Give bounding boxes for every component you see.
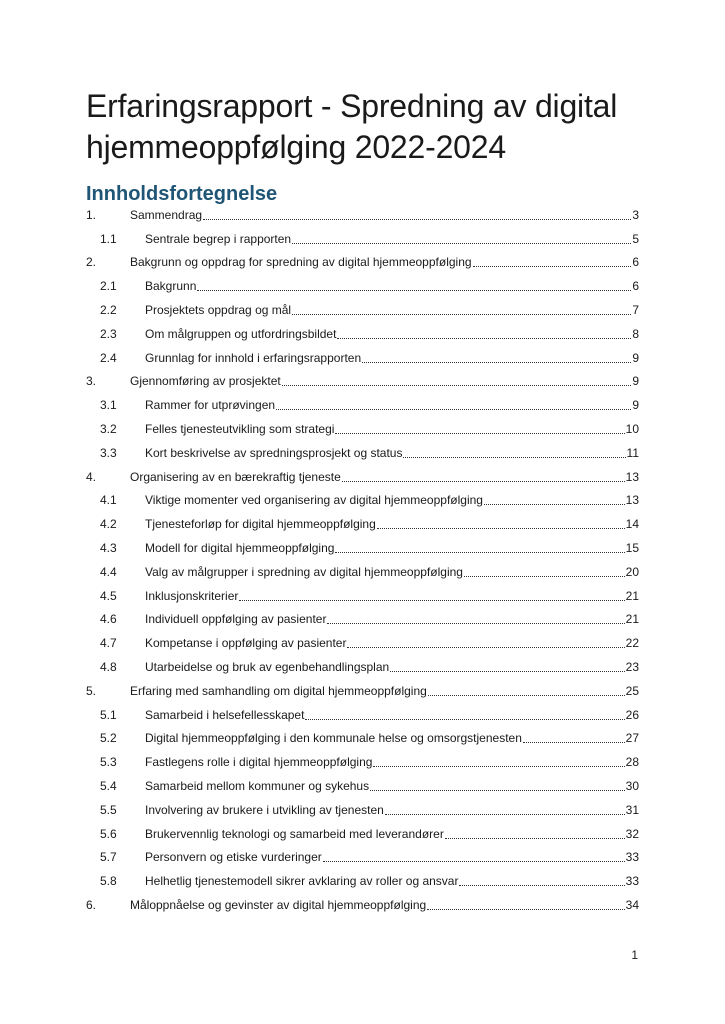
toc-entry[interactable] [86, 822, 639, 846]
toc-entry-title[interactable]: Digital hjemmeoppfølging i den kommunale helse og omsorgstjenesten [145, 731, 522, 746]
toc-entry-number: 5. [86, 683, 97, 698]
toc-entry-page[interactable]: 25 [625, 683, 639, 698]
toc-entry-number: 3. [86, 374, 97, 389]
toc-entry-number: 5.5 [100, 802, 117, 817]
toc-entry-title[interactable]: Viktige momenter ved organisering av digital hjemmeoppfølging [145, 493, 483, 508]
toc-dot-leader [327, 614, 624, 624]
toc-entry-title[interactable]: Organisering av en bærekraftig tjeneste [130, 469, 341, 484]
toc-entry-page[interactable]: 9 [632, 398, 639, 413]
toc-entry-number: 2.3 [100, 326, 117, 341]
toc-entry-title[interactable]: Modell for digital hjemmeoppfølging [145, 541, 335, 556]
toc-entry[interactable] [86, 203, 639, 227]
toc-dot-leader [292, 234, 631, 244]
toc-entry-title[interactable]: Kort beskrivelse av spredningsprosjekt og status [145, 445, 403, 460]
toc-dot-leader [347, 638, 624, 648]
toc-entry[interactable] [86, 465, 639, 489]
toc-entry-title[interactable]: Inklusjonskriterier [145, 588, 239, 603]
toc-entry-title[interactable]: Grunnlag for innhold i erfaringsrapporten [145, 350, 362, 365]
toc-dot-leader [427, 900, 624, 910]
toc-entry[interactable] [86, 703, 639, 727]
toc-entry-page[interactable]: 14 [625, 517, 639, 532]
toc-entry-page[interactable]: 30 [625, 779, 639, 794]
toc-entry-number: 4.8 [100, 660, 117, 675]
toc-entry-number: 2.4 [100, 350, 117, 365]
toc-entry[interactable] [86, 489, 639, 513]
toc-dot-leader [445, 829, 625, 839]
toc-entry-title[interactable]: Personvern og etiske vurderinger [145, 850, 322, 865]
toc-entry-title[interactable]: Brukervennlig teknologi og samarbeid med leverandører [145, 826, 444, 841]
toc-entry[interactable] [86, 727, 639, 751]
toc-entry[interactable] [86, 346, 639, 370]
toc-entry-page[interactable]: 5 [632, 231, 639, 246]
toc-entry[interactable] [86, 893, 639, 917]
toc-entry-page[interactable]: 27 [625, 731, 639, 746]
toc-dot-leader [292, 305, 631, 315]
toc-entry-number: 5.8 [100, 874, 117, 889]
toc-entry-page[interactable]: 3 [632, 207, 639, 222]
toc-entry-number: 5.4 [100, 779, 117, 794]
toc-entry-page[interactable]: 11 [626, 445, 639, 460]
toc-entry-page[interactable]: 10 [625, 422, 639, 437]
toc-entry-title[interactable]: Involvering av brukere i utvikling av tjenesten [145, 802, 384, 817]
toc-entry-title[interactable]: Sentrale begrep i rapporten [145, 231, 292, 246]
toc-entry[interactable] [86, 298, 639, 322]
toc-entry-page[interactable]: 7 [632, 303, 639, 318]
toc-entry[interactable] [86, 370, 639, 394]
toc-entry-title[interactable]: Rammer for utprøvingen [145, 398, 276, 413]
toc-dot-leader [464, 567, 625, 577]
toc-entry-number: 2.1 [100, 279, 117, 294]
toc-dot-leader [370, 781, 625, 791]
toc-dot-leader [473, 257, 632, 267]
toc-entry-page[interactable]: 20 [625, 564, 639, 579]
toc-entry-number: 4.1 [100, 493, 117, 508]
toc-entry-number: 2. [86, 255, 97, 270]
toc-entry-title[interactable]: Individuell oppfølging av pasienter [145, 612, 327, 627]
toc-entry[interactable] [86, 536, 639, 560]
toc-entry-number: 4.4 [100, 564, 117, 579]
toc-dot-leader [459, 876, 624, 886]
toc-entry-number: 1.1 [100, 231, 117, 246]
toc-entry-page[interactable]: 9 [632, 350, 639, 365]
toc-dot-leader [484, 495, 625, 505]
toc-entry-number: 5.2 [100, 731, 117, 746]
toc-entry[interactable] [86, 560, 639, 584]
toc-entry-number: 5.7 [100, 850, 117, 865]
toc-entry[interactable] [86, 798, 639, 822]
toc-dot-leader [390, 662, 624, 672]
toc-dot-leader [362, 353, 631, 363]
toc-entry-page[interactable]: 21 [625, 612, 639, 627]
toc-entry-page[interactable]: 15 [625, 541, 639, 556]
toc-entry-title[interactable]: Bakgrunn [145, 279, 197, 294]
toc-entry[interactable] [86, 631, 639, 655]
toc-entry[interactable] [86, 869, 639, 893]
toc-entry-number: 2.2 [100, 303, 117, 318]
table-of-contents [86, 203, 639, 917]
toc-entry[interactable] [86, 441, 639, 465]
toc-entry[interactable] [86, 393, 639, 417]
toc-dot-leader [377, 519, 625, 529]
toc-dot-leader [305, 710, 624, 720]
toc-entry[interactable] [86, 274, 639, 298]
toc-entry-page[interactable]: 26 [625, 707, 639, 722]
toc-dot-leader [385, 805, 625, 815]
toc-entry-title[interactable]: Samarbeid i helsefellesskapet [145, 707, 305, 722]
toc-entry-number: 5.3 [100, 755, 117, 770]
toc-entry-number: 3.3 [100, 445, 117, 460]
toc-entry-title[interactable]: Tjenesteforløp for digital hjemmeoppfølging [145, 517, 376, 532]
toc-entry-number: 4.3 [100, 541, 117, 556]
toc-entry-title[interactable]: Fastlegens rolle i digital hjemmeoppfølging [145, 755, 373, 770]
toc-entry-page[interactable]: 23 [625, 660, 639, 675]
toc-dot-leader [342, 472, 625, 482]
toc-entry-page[interactable]: 33 [625, 850, 639, 865]
toc-entry-number: 4. [86, 469, 97, 484]
toc-entry-title[interactable]: Bakgrunn og oppdrag for spredning av digital hjemmeoppfølging [130, 255, 472, 270]
toc-dot-leader [197, 281, 631, 291]
toc-entry-title[interactable]: Sammendrag [130, 207, 203, 222]
toc-entry-title[interactable]: Felles tjenesteutvikling som strategi [145, 422, 335, 437]
page-number: 1 [631, 948, 638, 962]
toc-dot-leader [523, 733, 625, 743]
toc-entry-number: 6. [86, 898, 97, 912]
toc-dot-leader [203, 210, 631, 220]
toc-entry-number: 1. [86, 207, 97, 222]
toc-entry[interactable] [86, 655, 639, 679]
toc-dot-leader [323, 852, 625, 862]
toc-entry[interactable] [86, 846, 639, 870]
toc-entry[interactable] [86, 608, 639, 632]
toc-entry-page[interactable]: 33 [625, 874, 639, 889]
toc-dot-leader [335, 543, 624, 553]
toc-entry[interactable] [86, 322, 639, 346]
toc-entry-page[interactable]: 13 [625, 469, 639, 484]
toc-entry-title[interactable]: Gjennomføring av prosjektet [130, 374, 281, 389]
toc-dot-leader [335, 424, 624, 434]
toc-entry-title[interactable]: Erfaring med samhandling om digital hjemmeoppfølging [130, 683, 427, 698]
toc-entry-page[interactable]: 28 [625, 755, 639, 770]
toc-entry-title[interactable]: Måloppnåelse og gevinster av digital hjemmeoppfølging [130, 898, 427, 912]
toc-entry-title[interactable]: Om målgruppen og utfordringsbildet [145, 326, 337, 341]
toc-entry-title[interactable]: Utarbeidelse og bruk av egenbehandlingsplan [145, 660, 390, 675]
toc-entry[interactable] [86, 417, 639, 441]
toc-dot-leader [282, 376, 632, 386]
toc-dot-leader [337, 329, 631, 339]
toc-entry-number: 3.2 [100, 422, 117, 437]
toc-entry-page[interactable]: 13 [625, 493, 639, 508]
toc-entry[interactable] [86, 584, 639, 608]
toc-entry-number: 5.1 [100, 707, 117, 722]
toc-entry-page[interactable]: 22 [625, 636, 639, 651]
toc-heading: Innholdsfortegnelse [86, 183, 278, 205]
toc-dot-leader [239, 591, 624, 601]
toc-entry-title[interactable]: Helhetlig tjenestemodell sikrer avklaring av roller og ansvar [145, 874, 459, 889]
toc-entry[interactable] [86, 251, 639, 275]
toc-entry-page[interactable]: 34 [625, 898, 639, 912]
toc-dot-leader [276, 400, 631, 410]
toc-entry[interactable] [86, 679, 639, 703]
toc-dot-leader [403, 448, 625, 458]
toc-entry-page[interactable]: 6 [632, 279, 639, 294]
toc-entry[interactable] [86, 227, 639, 251]
toc-entry-number: 4.2 [100, 517, 117, 532]
document-title: Erfaringsrapport - Spredning av digital hjemmeoppfølging 2022-2024 [86, 88, 618, 165]
toc-dot-leader [428, 686, 625, 696]
toc-entry-number: 4.6 [100, 612, 117, 627]
toc-dot-leader [373, 757, 624, 767]
toc-entry-page[interactable]: 8 [632, 326, 639, 341]
toc-entry-page[interactable]: 32 [625, 826, 639, 841]
toc-entry-page[interactable]: 21 [625, 588, 639, 603]
toc-entry-page[interactable]: 6 [632, 255, 639, 270]
toc-entry-number: 3.1 [100, 398, 117, 413]
toc-entry[interactable] [86, 774, 639, 798]
toc-entry-title[interactable]: Valg av målgrupper i spredning av digital hjemmeoppfølging [145, 564, 463, 579]
toc-entry-number: 5.6 [100, 826, 117, 841]
toc-entry-title[interactable]: Prosjektets oppdrag og mål [145, 303, 292, 318]
toc-entry-number: 4.7 [100, 636, 117, 651]
toc-entry-number: 4.5 [100, 588, 117, 603]
toc-entry-title[interactable]: Kompetanse i oppfølging av pasienter [145, 636, 347, 651]
toc-entry-title[interactable]: Samarbeid mellom kommuner og sykehus [145, 779, 370, 794]
toc-entry[interactable] [86, 512, 639, 536]
toc-entry-page[interactable]: 9 [632, 374, 639, 389]
toc-entry-page[interactable]: 31 [625, 802, 639, 817]
toc-entry[interactable] [86, 750, 639, 774]
